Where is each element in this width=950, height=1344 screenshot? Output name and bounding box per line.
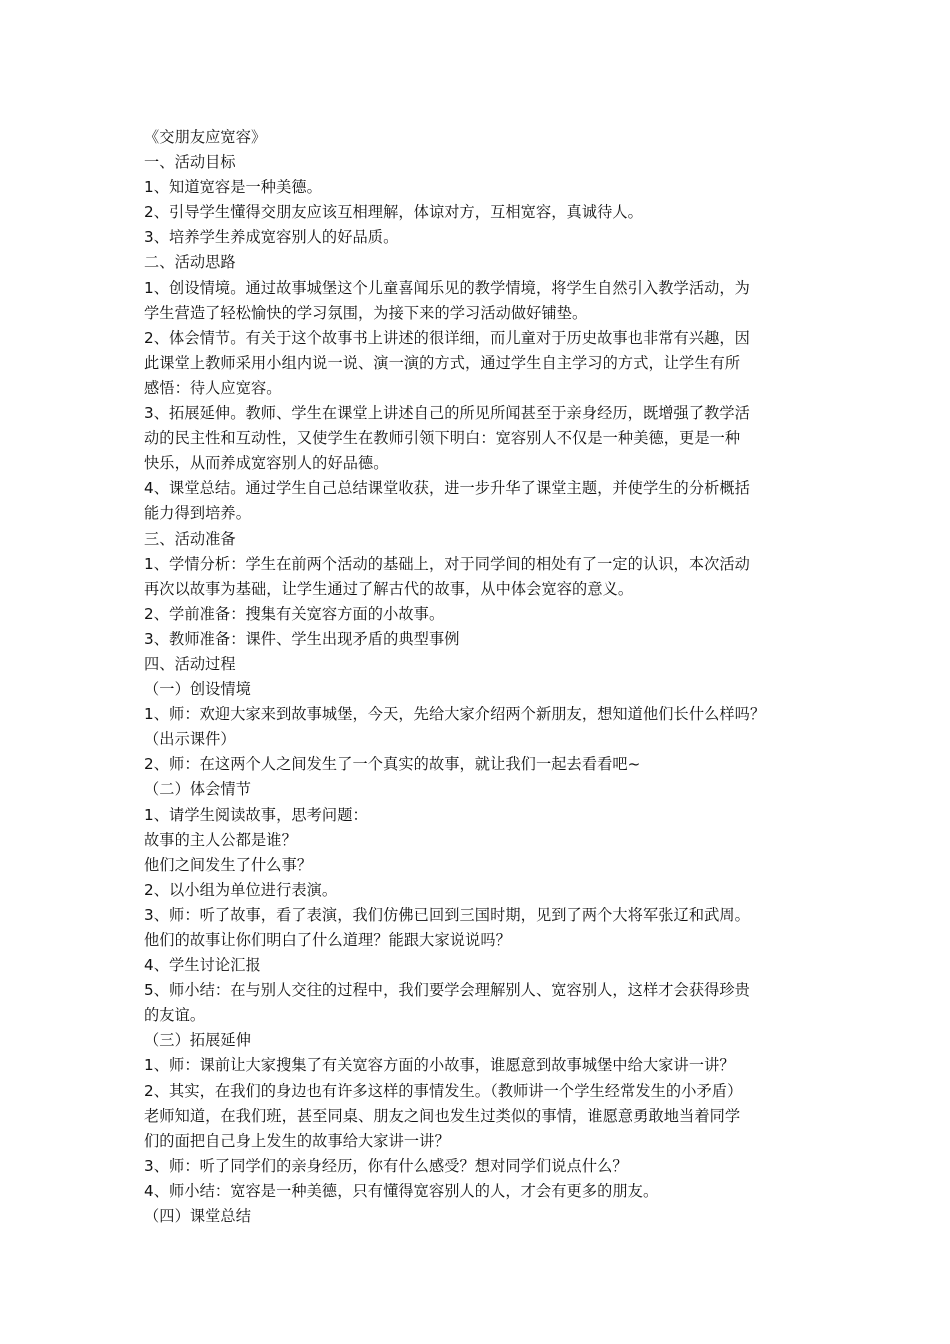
section-heading-preparation: 三、活动准备 [144,529,236,548]
text-line: 3、教师准备：课件、学生出现矛盾的典型事例 [144,629,460,648]
text-line: 2、其实，在我们的身边也有许多这样的事情发生。（教师讲一个学生经常发生的小矛盾） [144,1081,743,1100]
text-line: 快乐，从而养成宽容别人的好品德。 [144,454,389,473]
document-body [144,125,812,1229]
text-line: 1、知道宽容是一种美德。 [144,178,322,197]
text-line: 们的面把自己身上发生的故事给大家讲一讲？ [144,1131,450,1150]
text-line: 1、师：课前让大家搜集了有关宽容方面的小故事，谁愿意到故事城堡中给大家讲一讲？ [144,1056,735,1075]
text-line: 2、引导学生懂得交朋友应该互相理解，体谅对方，互相宽容，真诚待人。 [144,203,643,222]
text-line: （出示课件） [144,730,236,749]
text-line: 他们的故事让你们明白了什么道理？能跟大家说说吗？ [144,931,511,949]
document-title: 《交朋友应宽容》 [144,128,267,146]
text-line: 能力得到培养。 [144,504,252,523]
text-line: 2、师：在这两个人之间发生了一个真实的故事，就让我们一起去看看吧~ [144,755,641,774]
text-line: 此课堂上教师采用小组内说一说、演一演的方式，通过学生自主学习的方式，让学生有所 [144,353,741,372]
text-line: 4、学生讨论汇报 [144,956,261,975]
text-line: 再次以故事为基础，让学生通过了解古代的故事，从中体会宽容的意义。 [144,579,634,598]
text-line: 感悟：待人应宽容。 [144,378,282,397]
text-line: 3、师：听了故事，看了表演，我们仿佛已回到三国时期，见到了两个大将军张辽和武周。 [144,905,750,924]
section-heading-approach: 二、活动思路 [144,253,236,272]
text-line: 他们之间发生了什么事？ [144,855,313,874]
text-line: 2、体会情节。有关于这个故事书上讲述的很详细，而儿童对于历史故事也非常有兴趣，因 [144,328,750,347]
subsection-heading: （三）拓展延伸 [144,1031,252,1050]
subsection-heading: （四）课堂总结 [144,1207,252,1226]
text-line: 4、课堂总结。通过学生自己总结课堂收获，进一步升华了课堂主题，并使学生的分析概括 [144,479,750,498]
text-line: 4、师小结：宽容是一种美德，只有懂得宽容别人的人，才会有更多的朋友。 [144,1181,659,1200]
subsection-heading: （一）创设情境 [144,680,252,699]
text-line: 1、请学生阅读故事，思考问题： [144,805,368,824]
text-line: 3、拓展延伸。教师、学生在课堂上讲述自己的所见所闻甚至于亲身经历，既增强了教学活 [144,404,750,423]
text-line: 动的民主性和互动性，又使学生在教师引领下明白：宽容别人不仅是一种美德，更是一种 [144,429,741,448]
text-line: 3、培养学生养成宽容别人的好品质。 [144,228,399,247]
text-line: 老师知道，在我们班，甚至同桌、朋友之间也发生过类似的事情，谁愿意勇敢地当着同学 [144,1106,741,1125]
section-heading-goals: 一、活动目标 [144,153,236,172]
text-line: 1、创设情境。通过故事城堡这个儿童喜闻乐见的教学情境，将学生自然引入教学活动，为 [144,278,750,297]
text-line: 2、学前准备：搜集有关宽容方面的小故事。 [144,604,445,623]
text-line: 1、师：欢迎大家来到故事城堡，今天，先给大家介绍两个新朋友，想知道他们长什么样吗？ [144,705,766,724]
text-line: 2、以小组为单位进行表演。 [144,880,338,899]
text-line: 学生营造了轻松愉快的学习氛围，为接下来的学习活动做好铺垫。 [144,303,588,322]
text-line: 5、师小结：在与别人交往的过程中，我们要学会理解别人、宽容别人，这样才会获得珍贵 [144,981,750,1000]
text-line: 故事的主人公都是谁？ [144,830,297,849]
text-line: 的友谊。 [144,1006,206,1025]
subsection-heading: （二）体会情节 [144,780,252,799]
section-heading-process: 四、活动过程 [144,654,236,673]
text-line: 1、学情分析：学生在前两个活动的基础上，对于同学间的相处有了一定的认识，本次活动 [144,554,750,573]
text-line: 3、师：听了同学们的亲身经历，你有什么感受？想对同学们说点什么？ [144,1156,628,1175]
